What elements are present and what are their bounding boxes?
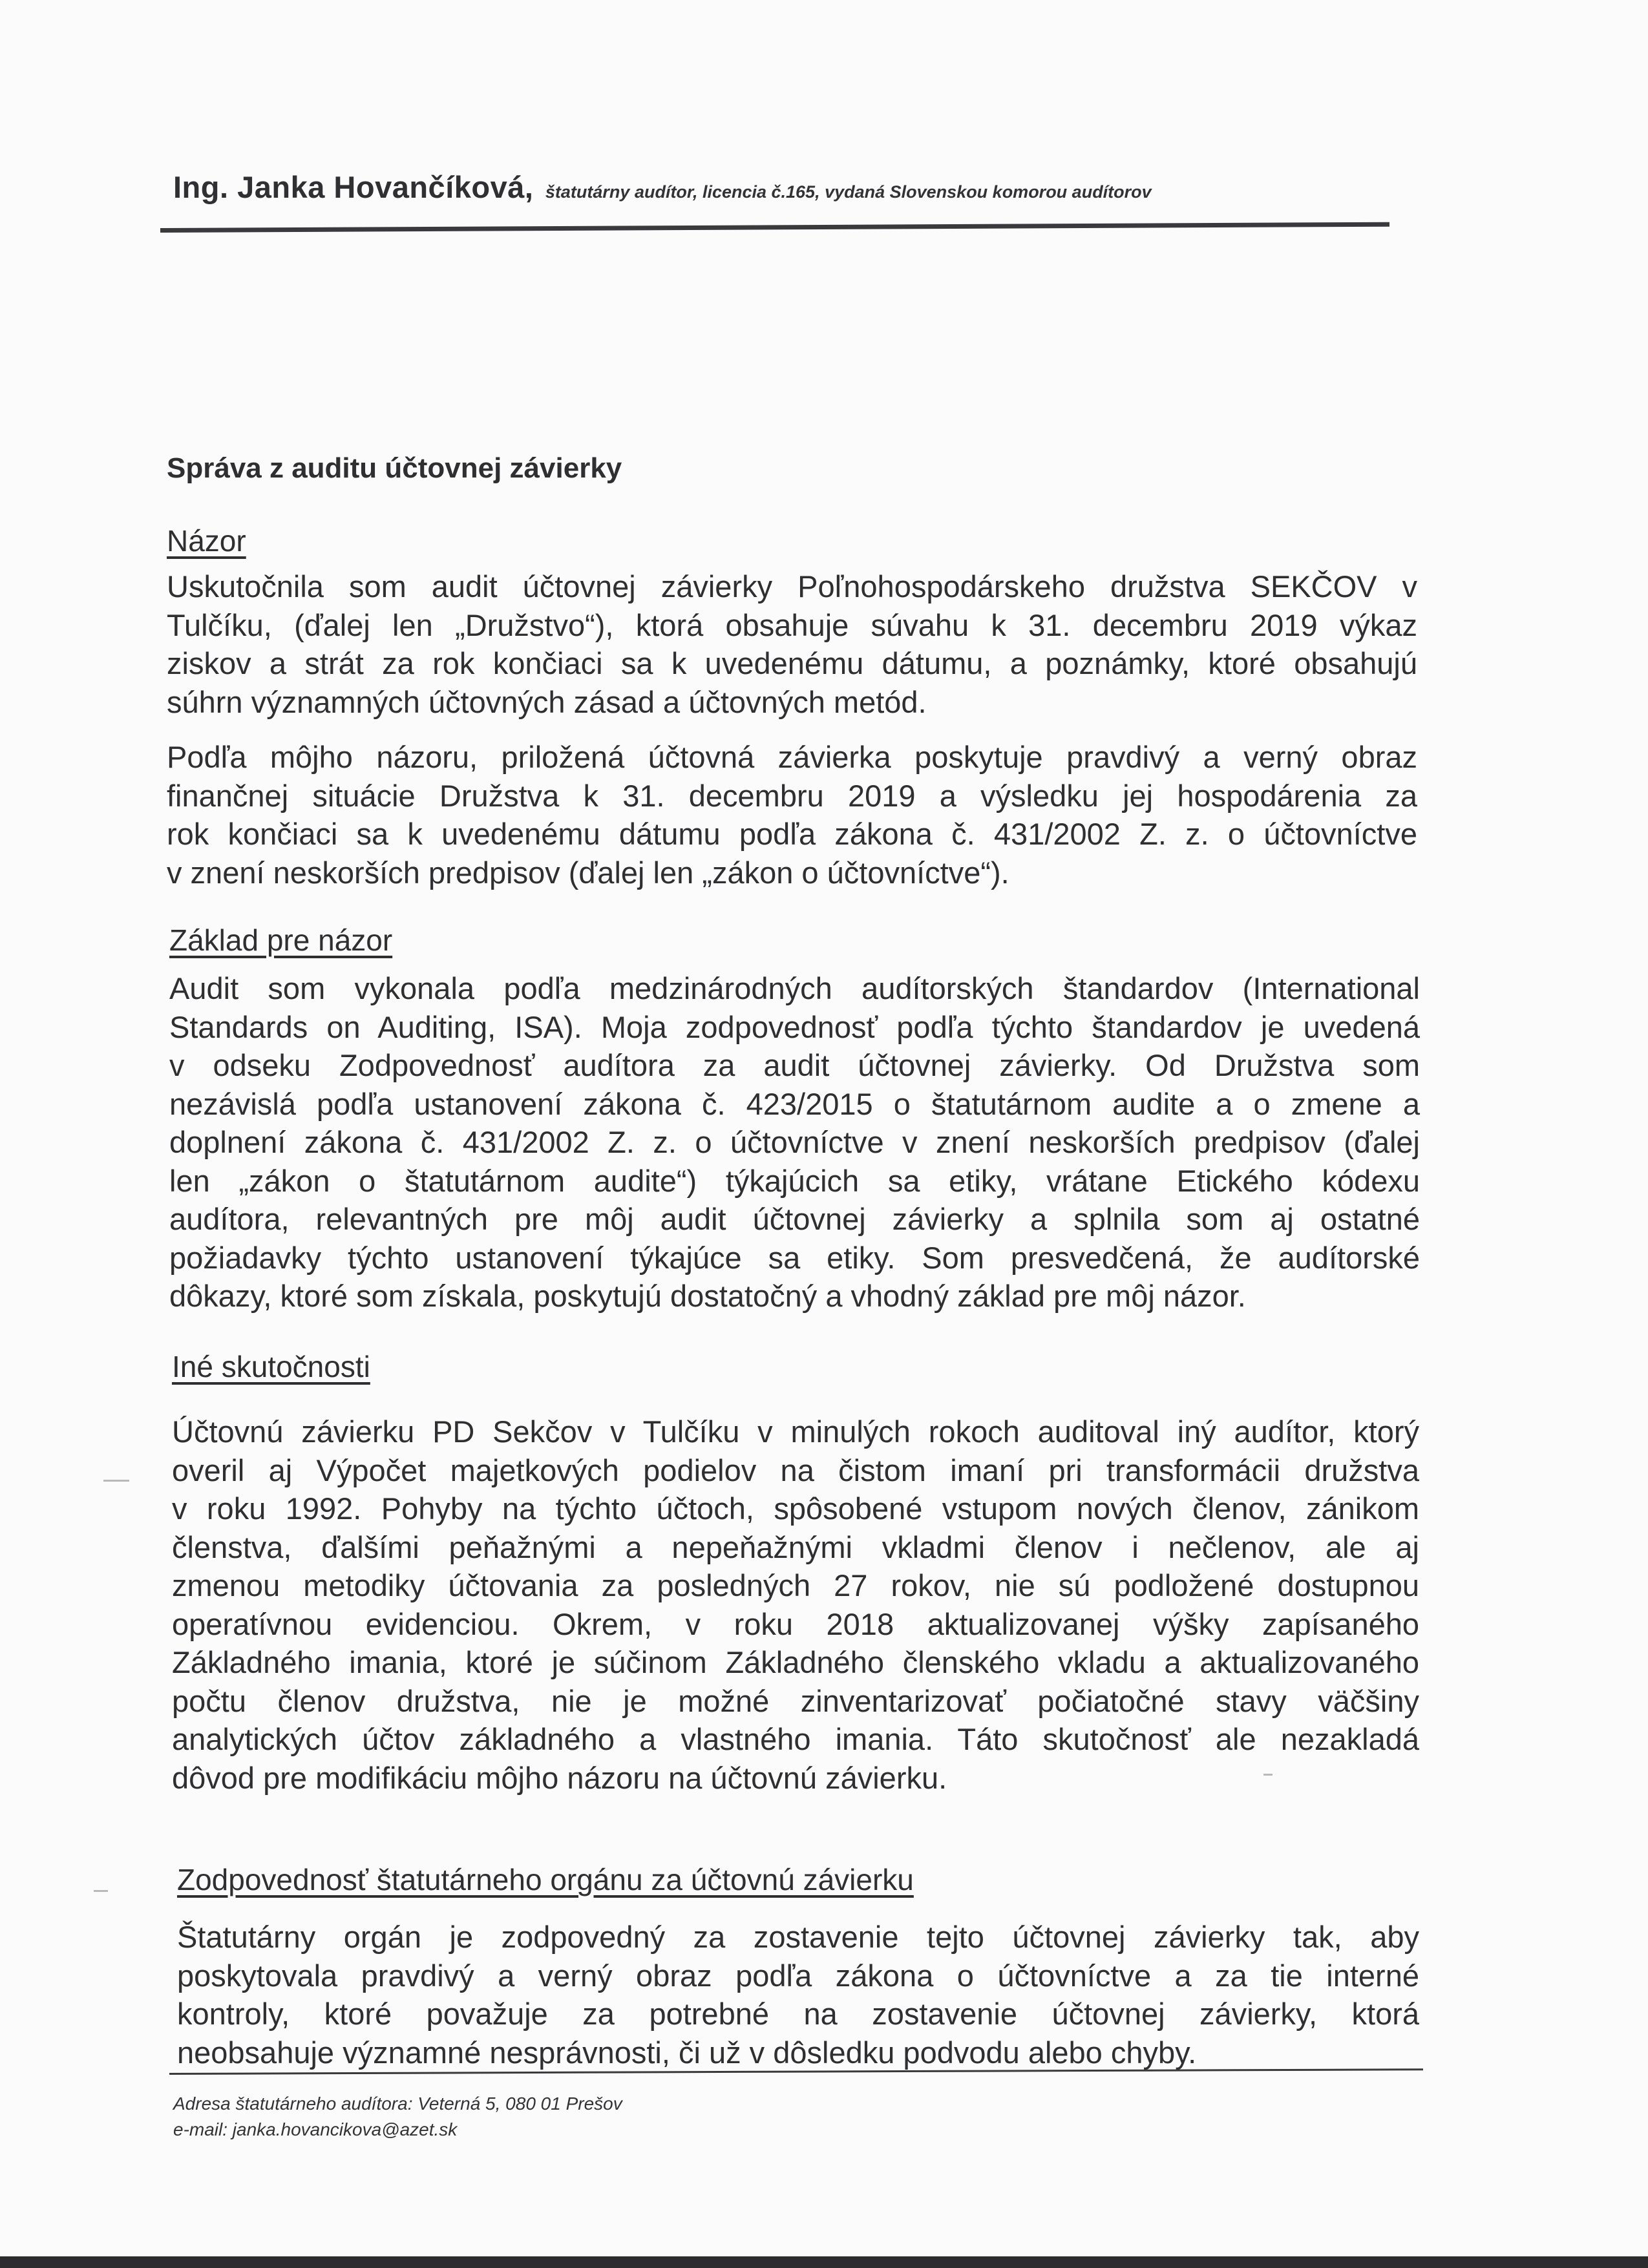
document-title: Správa z auditu účtovnej závierky — [167, 452, 622, 484]
text-line: Základného imania, ktoré je súčinom Základného členského vkladu a aktualizovaného — [172, 1645, 1419, 1679]
scan-speck — [103, 1480, 129, 1482]
text-line: Tulčíku, (ďalej len „Družstvo“), ktorá obsahuje súvahu k 31. decembru 2019 výkaz — [167, 607, 1417, 642]
text-line: audítora, relevantných pre môj audit účtovnej závierky a splnila som aj ostatné — [169, 1202, 1420, 1236]
text-line: doplnení zákona č. 431/2002 Z. z. o účtovníctve v znení neskorších predpisov (ďalej — [169, 1125, 1420, 1159]
text-line: počtu členov družstva, nie je možné zinventarizovať počiatočné stavy väčšiny — [172, 1683, 1419, 1718]
text-line: v odseku Zodpovednosť audítora za audit účtovnej závierky. Od Družstva som — [169, 1048, 1420, 1082]
section-heading-management-responsibility: Zodpovednosť štatutárneho orgánu za účtovnú závierku — [177, 1863, 914, 1896]
paragraph-management-responsibility — [177, 1918, 1419, 2072]
text-line: overil aj Výpočet majetkových podielov na čistom imaní pri transformácii družstva — [172, 1453, 1419, 1487]
text-line: Štatutárny orgán je zodpovedný za zostavenie tejto účtovnej závierky tak, aby — [177, 1920, 1419, 1954]
section-heading-basis: Základ pre názor — [169, 923, 393, 957]
text-line: operatívnou evidenciou. Okrem, v roku 2018 aktualizovanej výšky zapísaného — [172, 1606, 1419, 1641]
paragraph-opinion-detail — [167, 738, 1417, 892]
text-line: ziskov a strát za rok končiaci sa k uvedenému dátumu, a poznámky, ktoré obsahujú — [167, 646, 1417, 680]
text-line: poskytovala pravdivý a verný obraz podľa zákona o účtovníctve a za tie interné — [177, 1958, 1419, 1993]
text-line: zmenou metodiky účtovania za posledných 27 rokov, nie sú podložené dostupnou — [172, 1568, 1419, 1602]
text-line: požiadavky týchto ustanovení týkajúce sa etiky. Som presvedčená, že audítorské — [169, 1240, 1420, 1275]
text-line: len „zákon o štatutárnom audite“) týkajúcich sa etiky, vrátane Etického kódexu — [169, 1163, 1420, 1198]
auditor-address: Adresa štatutárneho audítora: Veterná 5, 080 01 Prešov — [173, 2094, 622, 2114]
text-line: neobsahuje významné nesprávnosti, či už v dôsledku podvodu alebo chyby. — [177, 2035, 1197, 2070]
text-line: kontroly, ktoré považuje za potrebné na zostavenie účtovnej závierky, ktorá — [177, 1997, 1419, 2031]
auditor-credentials: štatutárny audítor, licencia č.165, vydaná Slovenskou komorou audítorov — [545, 182, 1152, 202]
paragraph-basis — [169, 969, 1420, 1316]
section-heading-other-matters: Iné skutočnosti — [172, 1350, 370, 1383]
scan-speck — [1263, 1774, 1273, 1776]
text-line: v znení neskorších predpisov (ďalej len „zákon o účtovníctve“). — [167, 855, 1009, 890]
header-divider — [160, 222, 1389, 233]
text-line: dôvod pre modifikáciu môjho názoru na účtovnú závierku. — [172, 1760, 947, 1795]
text-line: Standards on Auditing, ISA). Moja zodpovednosť podľa týchto štandardov je uvedená — [169, 1009, 1420, 1044]
text-line: Uskutočnila som audit účtovnej závierky Poľnohospodárskeho družstva SEKČOV v — [167, 569, 1417, 604]
text-line: finančnej situácie Družstva k 31. decembru 2019 a výsledku jej hospodárenia za — [167, 778, 1417, 813]
auditor-name: Ing. Janka Hovančíková, — [173, 170, 534, 204]
auditor-email: e-mail: janka.hovancikova@azet.sk — [173, 2119, 458, 2139]
text-line: dôkazy, ktoré som získala, poskytujú dostatočný a vhodný základ pre môj názor. — [169, 1279, 1246, 1313]
text-line: Podľa môjho názoru, priložená účtovná závierka poskytuje pravdivý a verný obraz — [167, 740, 1417, 774]
scan-edge-band — [0, 2256, 1648, 2268]
scan-speck — [94, 1890, 108, 1892]
section-heading-nazor: Názor — [167, 524, 246, 558]
text-line: v roku 1992. Pohyby na týchto účtoch, spôsobené vstupom nových členov, zánikom — [172, 1491, 1419, 1526]
text-line: členstva, ďalšími peňažnými a nepeňažnými vkladmi členov i nečlenov, ale aj — [172, 1529, 1419, 1564]
text-line: nezávislá podľa ustanovení zákona č. 423/2015 o štatutárnom audite a o zmene a — [169, 1086, 1420, 1121]
letterhead — [173, 169, 1152, 205]
text-line: analytických účtov základného a vlastného imania. Táto skutočnosť ale nezakladá — [172, 1722, 1419, 1756]
paragraph-opinion — [167, 567, 1417, 721]
text-line: súhrn významných účtovných zásad a účtovných metód. — [167, 684, 927, 719]
text-line: Audit som vykonala podľa medzinárodných audítorských štandardov (International — [169, 971, 1420, 1005]
paragraph-other-matters — [172, 1412, 1419, 1797]
text-line: rok končiaci sa k uvedenému dátumu podľa zákona č. 431/2002 Z. z. o účtovníctve — [167, 817, 1417, 851]
text-line: Účtovnú závierku PD Sekčov v Tulčíku v minulých rokoch auditoval iný audítor, ktorý — [172, 1414, 1419, 1449]
